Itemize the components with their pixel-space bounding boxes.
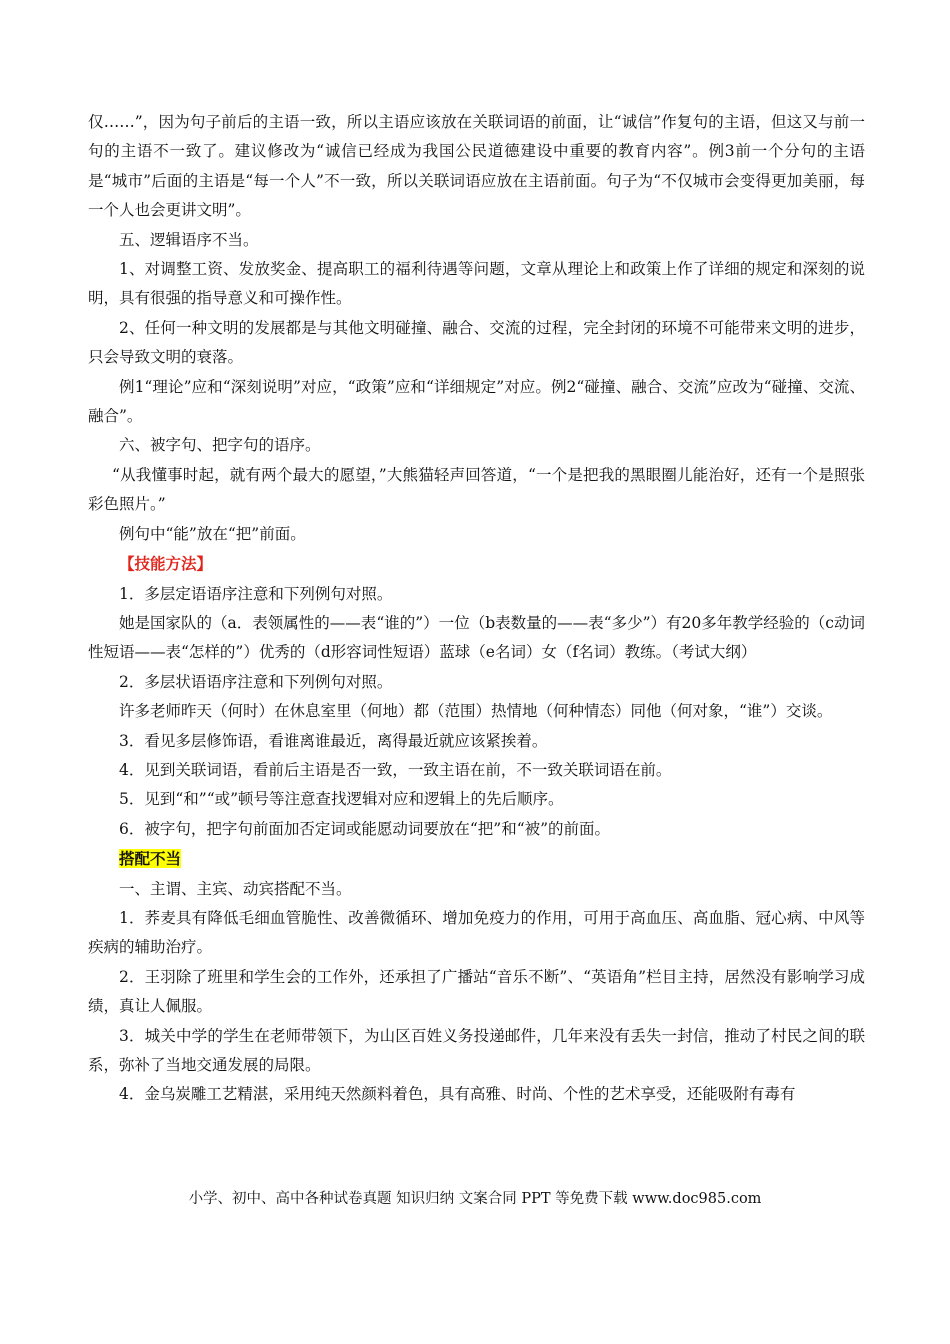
example-paragraph: 2．王羽除了班里和学生会的工作外，还承担了广播站“音乐不断”、“英语角”栏目主持，居然没有影响学习成绩，真让人佩服。	[88, 967, 865, 1016]
method-item: 4．见到关联词语，看前后主语是否一致，一致主语在前，不一致关联词语在前。	[119, 760, 672, 779]
paragraph-continuation: 仅……”，因为句子前后的主语一致，所以主语应该放在关联词语的前面，让“诚信”作复句的主语，但这又与前一句的主语不一致了。建议修改为“诚信已经成为我国公民道德建设中重要的教育内容”。例3前一个分句的主语是“城市”后面的主语是“每一个人”不一致，所以关联词语应放在主语前面。句子为“不仅城市会变得更加美丽，每一个人也会更讲文明”。	[88, 113, 865, 220]
method-example: 她是国家队的（a．表领属性的——表“谁的”）一位（b表数量的——表“多少”）有20多年教学经验的（c动词性短语——表“怎样的”）优秀的（d形容词性短语）蓝球（e名词）女（f名词）教练。（考试大纲）	[88, 613, 865, 662]
method-item: 2．多层状语语序注意和下列例句对照。	[119, 672, 393, 691]
example-paragraph: 1、对调整工资、发放奖金、提高职工的福利待遇等问题，文章从理论上和政策上作了详细的规定和深刻的说明，具有很强的指导意义和可操作性。	[88, 260, 865, 308]
page-footer: 小学、初中、高中各种试卷真题 知识归纳 文案合同 PPT 等免费下载 www.doc985.com	[188, 1191, 762, 1207]
method-item: 3．看见多层修饰语，看谁离谁最近，离得最近就应该紧挨着。	[119, 731, 548, 750]
method-item: 6．被字句，把字句前面加否定词或能愿动词要放在“把”和“被”的前面。	[119, 819, 611, 838]
example-paragraph: 2、任何一种文明的发展都是与其他文明碰撞、融合、交流的过程，完全封闭的环境不可能带来文明的进步，只会导致文明的衰落。	[88, 318, 865, 367]
method-item: 5．见到“和”“或”顿号等注意查找逻辑对应和逻辑上的先后顺序。	[119, 790, 564, 809]
document-body	[88, 108, 865, 1110]
explanation-paragraph: 例1“理论”应和“深刻说明”对应，“政策”应和“详细规定”对应。例2“碰撞、融合、交流”应改为“碰撞、交流、融合”。	[88, 377, 865, 426]
section-heading-collocation: 一、主谓、主宾、动宾搭配不当。	[119, 879, 352, 898]
skills-method-label: 【技能方法】	[119, 554, 213, 574]
method-example: 许多老师昨天（何时）在休息室里（何地）都（范围）热情地（何种情态）同他（何对象，“谁”）交谈。	[119, 702, 833, 721]
collocation-heading	[88, 844, 865, 874]
example-paragraph: “从我懂事时起，就有两个最大的愿望，”大熊猫轻声回答道，“一个是把我的黑眼圈儿能治好，还有一个是照张彩色照片。”	[88, 465, 865, 514]
example-paragraph: 4．金乌炭雕工艺精湛，采用纯天然颜料着色，具有高雅、时尚、个性的艺术享受，还能吸附有毒有	[119, 1085, 796, 1104]
collocation-label: 搭配不当	[119, 849, 182, 869]
method-item: 1．多层定语语序注意和下列例句对照。	[119, 584, 393, 603]
section-heading-logic-order: 五、逻辑语序不当。	[119, 230, 259, 249]
skills-method-heading	[88, 549, 865, 579]
section-heading-passive-ba: 六、被字句、把字句的语序。	[119, 436, 321, 455]
example-paragraph: 1．荞麦具有降低毛细血管脆性、改善微循环、增加免疫力的作用，可用于高血压、高血脂、冠心病、中风等疾病的辅助治疗。	[88, 908, 865, 957]
explanation-paragraph: 例句中“能”放在“把”前面。	[119, 524, 306, 543]
example-paragraph: 3．城关中学的学生在老师带领下，为山区百姓义务投递邮件，几年来没有丢失一封信，推动了村民之间的联系，弥补了当地交通发展的局限。	[88, 1026, 865, 1074]
